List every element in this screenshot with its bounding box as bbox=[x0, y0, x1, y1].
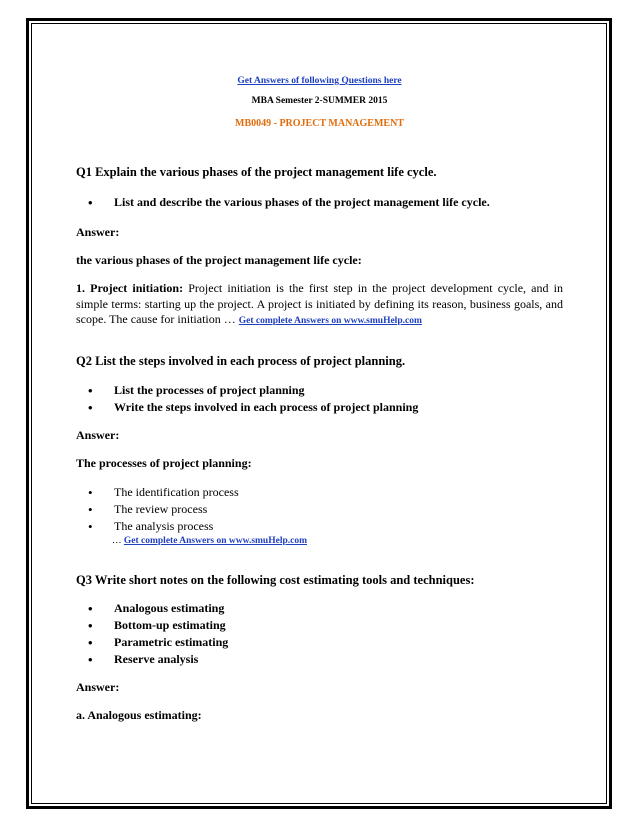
q2-link-prefix: … bbox=[112, 535, 122, 546]
q3-bullet-list bbox=[76, 600, 563, 668]
list-item: • The identification process bbox=[76, 484, 563, 501]
q1-answer-link[interactable]: Get complete Answers on www.smuHelp.com bbox=[238, 316, 422, 326]
list-item: • Analogous estimating bbox=[76, 600, 563, 617]
list-item: • List the processes of project planning bbox=[76, 382, 563, 399]
q1-answer-label: Answer: bbox=[76, 225, 120, 239]
list-item: • Write the steps involved in each process of project planning bbox=[76, 399, 563, 416]
q3-answer-label: Answer: bbox=[76, 679, 120, 694]
q2-answer-label: Answer: bbox=[76, 427, 120, 442]
list-item: • Parametric estimating bbox=[76, 634, 563, 651]
q2-question: Q2 List the steps involved in each process of project planning. bbox=[76, 353, 406, 368]
q1-para-lead: 1. Project initiation: bbox=[76, 281, 184, 295]
q1-para-body: Project initiation is the first step in the project development cycle, and in simple terms: starting up the project. A project is initiated by defining its reason, business goals, and scope. The cause for initiation … bbox=[76, 281, 563, 326]
list-item: • The analysis process bbox=[76, 518, 563, 535]
list-item: • Bottom-up estimating bbox=[76, 617, 563, 634]
q1-subheading: the various phases of the project management life cycle: bbox=[76, 253, 362, 267]
q1-bullet-list bbox=[76, 194, 563, 211]
list-item: • Reserve analysis bbox=[76, 651, 563, 668]
q1-question: Q1 Explain the various phases of the project management life cycle. bbox=[76, 165, 437, 179]
q2-process-list bbox=[76, 484, 563, 535]
q2-link-line bbox=[76, 536, 563, 546]
course-title: MB0049 - PROJECT MANAGEMENT bbox=[235, 118, 404, 129]
answers-header-link[interactable]: Get Answers of following Questions here bbox=[237, 76, 402, 86]
document-body bbox=[76, 76, 563, 723]
q2-bullet-list bbox=[76, 382, 563, 416]
q3-subheading: a. Analogous estimating: bbox=[76, 707, 202, 722]
q2-answer-link[interactable]: Get complete Answers on www.smuHelp.com bbox=[123, 535, 307, 546]
list-item: • The review process bbox=[76, 501, 563, 518]
list-item: • List and describe the various phases of the project management life cycle. bbox=[76, 194, 563, 211]
q2-subheading: The processes of project planning: bbox=[76, 455, 252, 470]
semester-label: MBA Semester 2-SUMMER 2015 bbox=[251, 96, 388, 106]
q3-question: Q3 Write short notes on the following cost estimating tools and techniques: bbox=[76, 572, 475, 587]
q1-paragraph bbox=[76, 281, 563, 330]
